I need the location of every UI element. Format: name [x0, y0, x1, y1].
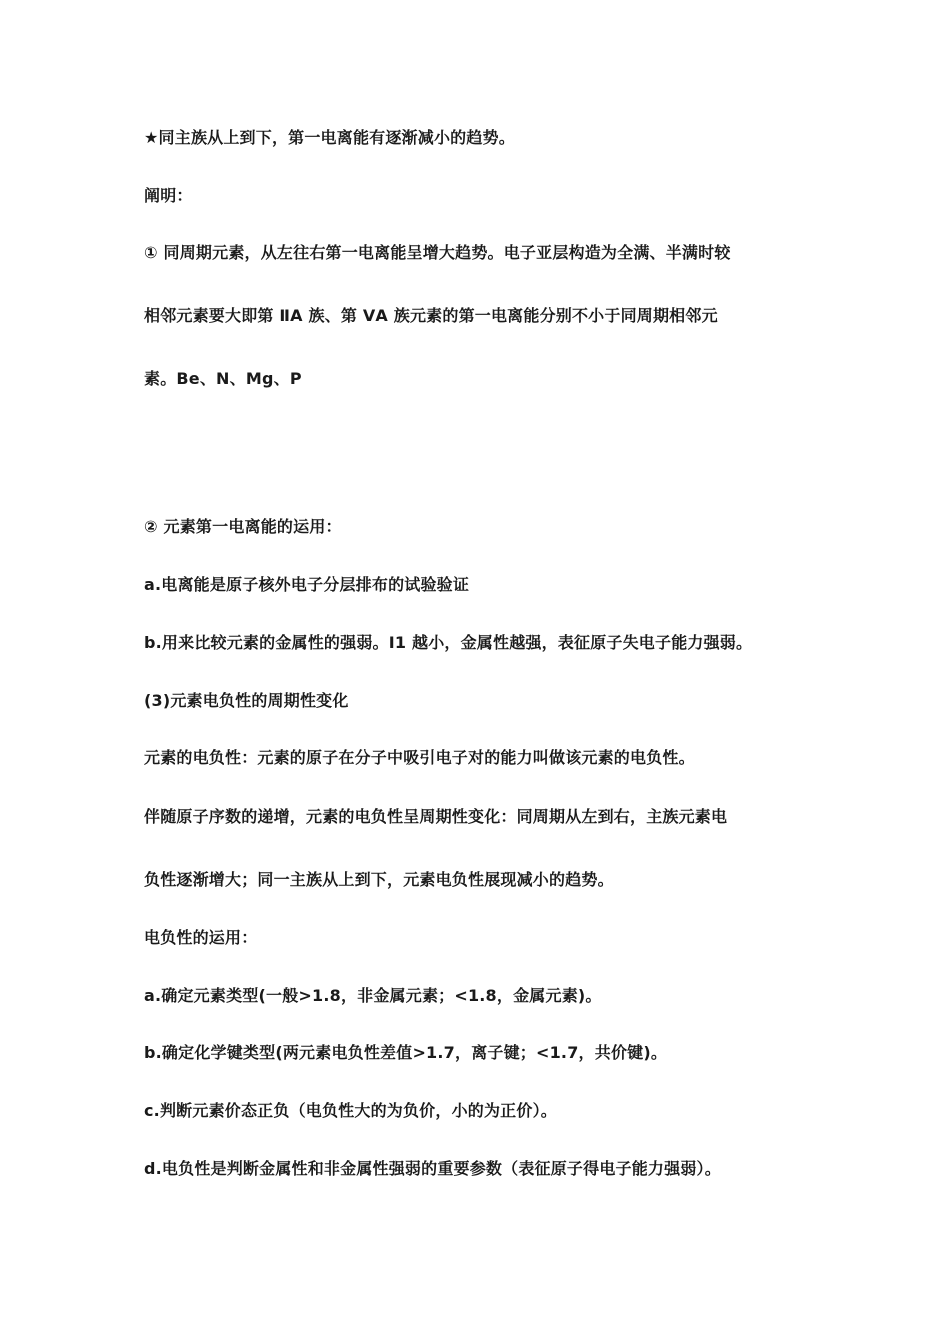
text-line-electronegativity-definition: 元素的电负性：元素的原子在分子中吸引电子对的能力叫做该元素的电负性。	[144, 748, 695, 767]
text-line-point-2-heading: ② 元素第一电离能的运用：	[144, 517, 342, 536]
text-line-usage-a: a.电离能是原子核外电子分层排布的试验验证	[144, 575, 470, 594]
text-line-point-1-part-1: ① 同周期元素，从左往右第一电离能呈增大趋势。电子亚层构造为全满、半满时较	[144, 243, 731, 262]
text-line-usage-b: b.用来比较元素的金属性的强弱。I1 越小，金属性越强，表征原子失电子能力强弱。	[144, 633, 753, 652]
text-line-electronegativity-usage-d: d.电负性是判断金属性和非金属性强弱的重要参数（表征原子得电子能力强弱）。	[144, 1159, 721, 1178]
text-line-section-3-heading: (3)元素电负性的周期性变化	[144, 691, 349, 710]
text-line-explanation-heading: 阐明：	[144, 186, 193, 205]
text-line-point-1-part-3: 素。Be、N、Mg、P	[144, 369, 302, 388]
text-line-electronegativity-usage-heading: 电负性的运用：	[144, 928, 258, 947]
text-line-electronegativity-usage-b: b.确定化学键类型(两元素电负性差值>1.7，离子键；<1.7，共价键)。	[144, 1043, 668, 1062]
text-line-periodic-trend-part-1: 伴随原子序数的递增，元素的电负性呈周期性变化：同周期从左到右，主族元素电	[144, 807, 728, 826]
text-line-electronegativity-usage-a: a.确定元素类型(一般>1.8，非金属元素；<1.8，金属元素)。	[144, 986, 602, 1005]
text-line-electronegativity-usage-c: c.判断元素价态正负（电负性大的为负价，小的为正价）。	[144, 1101, 557, 1120]
text-line-periodic-trend-part-2: 负性逐渐增大；同一主族从上到下，元素电负性展现减小的趋势。	[144, 870, 614, 889]
text-line-point-1-part-2: 相邻元素要大即第 ⅡA 族、第 ⅤA 族元素的第一电离能分别不小于同周期相邻元	[144, 306, 718, 325]
text-line-same-group-trend: ★同主族从上到下，第一电离能有逐渐减小的趋势。	[144, 128, 515, 147]
